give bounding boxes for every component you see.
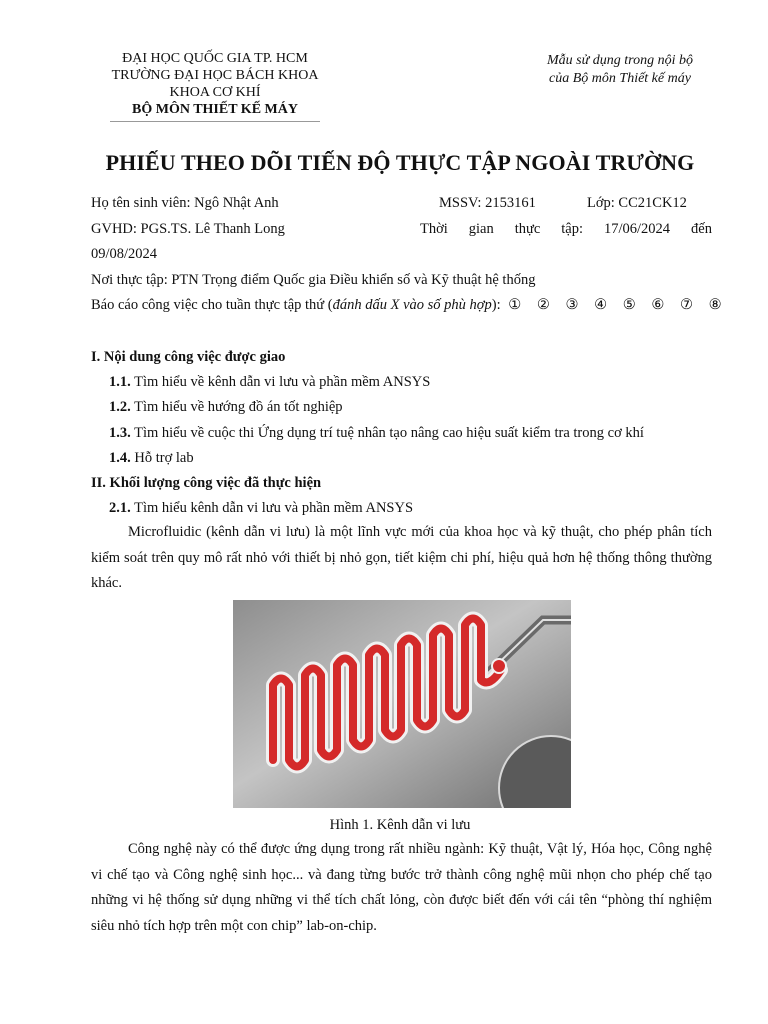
student-id: MSSV: 2153161: [439, 195, 536, 211]
advisor: GVHD: PGS.TS. Lê Thanh Long: [91, 221, 285, 237]
week-option-6[interactable]: ⑥: [651, 297, 671, 313]
usage-note-line2: của Bộ môn Thiết kế máy: [549, 71, 691, 86]
week-label-end: ):: [491, 297, 501, 313]
task-number: 1.2.: [109, 399, 131, 415]
faculty-name: KHOA CƠ KHÍ: [169, 85, 261, 100]
week-options: [508, 295, 727, 315]
week-option-2[interactable]: ②: [536, 297, 556, 313]
task-item: [109, 372, 430, 392]
task-text: Tìm hiểu về cuộc thi Ứng dụng trí tuệ nhân tạo nâng cao hiệu suất kiểm tra trong cơ khí: [130, 425, 644, 441]
paragraph-microfluidic: Microfluidic (kênh dẫn vi lưu) là một lĩnh vực mới của khoa học và kỹ thuật, cho phép phân tích kiểm soát trên quy mô rất nhỏ với thiết bị nhỏ gọn, tiết kiệm chi phí, hiệu quả hơn hệ thống thông thường khác.: [91, 524, 712, 591]
document-title: PHIẾU THEO DÕI TIẾN ĐỘ THỰC TẬP NGOÀI TRƯỜNG: [105, 150, 695, 175]
institution-header: [100, 50, 330, 122]
microfluidic-channel-figure: [233, 600, 571, 808]
microfluidic-chip-image: [233, 600, 571, 808]
usage-note-line1: Mẫu sử dụng trong nội bộ: [547, 53, 693, 68]
task-text: Hỗ trợ lab: [130, 450, 194, 466]
week-selector-line: [91, 295, 728, 315]
period-word: tập:: [561, 221, 584, 237]
section1-heading: I. Nội dung công việc được giao: [91, 349, 286, 365]
period-word: đến: [691, 221, 712, 237]
period-word: thực: [514, 221, 541, 237]
subsection-heading: [109, 498, 413, 518]
period-end-date: 09/08/2024: [91, 246, 158, 262]
school-name: TRƯỜNG ĐẠI HỌC BÁCH KHOA: [111, 68, 319, 83]
figure-caption: Hình 1. Kênh dẫn vi lưu: [329, 817, 471, 833]
week-option-8[interactable]: ⑧: [708, 297, 728, 313]
department-name: BỘ MÔN THIẾT KẾ MÁY: [132, 102, 298, 117]
header-underline: [110, 121, 320, 122]
week-option-3[interactable]: ③: [565, 297, 585, 313]
internship-place: Nơi thực tập: PTN Trọng điểm Quốc gia Điều khiển số và Kỹ thuật hệ thống: [91, 272, 536, 288]
week-instruction: đánh dấu X vào số phù hợp: [332, 297, 492, 313]
period-start-date: 17/06/2024: [603, 221, 671, 237]
task-number: 1.1.: [109, 374, 131, 390]
task-text: Tìm hiểu về kênh dẫn vi lưu và phần mềm ANSYS: [130, 374, 431, 390]
period-word: gian: [468, 221, 494, 237]
section2-heading: II. Khối lượng công việc đã thực hiện: [91, 475, 322, 491]
internship-period: [420, 219, 712, 239]
week-option-4[interactable]: ④: [594, 297, 614, 313]
task-item: [109, 423, 644, 443]
subsection-number: 2.1.: [109, 500, 131, 516]
usage-note: [520, 52, 720, 88]
week-option-1[interactable]: ①: [508, 297, 528, 313]
task-number: 1.3.: [109, 425, 131, 441]
task-item: [109, 448, 194, 468]
student-name: Họ tên sinh viên: Ngô Nhật Anh: [91, 195, 279, 211]
task-item: [109, 397, 343, 417]
week-option-7[interactable]: ⑦: [680, 297, 700, 313]
subsection-text: Tìm hiểu kênh dẫn vi lưu và phần mềm ANSYS: [130, 500, 414, 516]
week-label: Báo cáo công việc cho tuần thực tập thứ (: [91, 297, 333, 313]
week-option-5[interactable]: ⑤: [622, 297, 642, 313]
paragraph-applications: Công nghệ này có thể được ứng dụng trong rất nhiều ngành: Kỹ thuật, Vật lý, Hóa học, Công nghệ vi chế tạo và Công nghệ sinh học... và đang từng bước trở thành công nghệ mũi nhọn cho phép chế tạo những vi hệ thống sử dụng những vi thể tích chất lỏng, còn được biết đến với cái tên “phòng thí nghiệm siêu nhỏ tích hợp trên một con chip” lab-on-chip.: [91, 841, 712, 934]
student-class: Lớp: CC21CK12: [587, 195, 687, 211]
period-word: Thời: [420, 221, 448, 237]
task-text: Tìm hiểu về hướng đồ án tốt nghiệp: [130, 399, 343, 415]
task-number: 1.4.: [109, 450, 131, 466]
university-name: ĐẠI HỌC QUỐC GIA TP. HCM: [122, 51, 308, 66]
